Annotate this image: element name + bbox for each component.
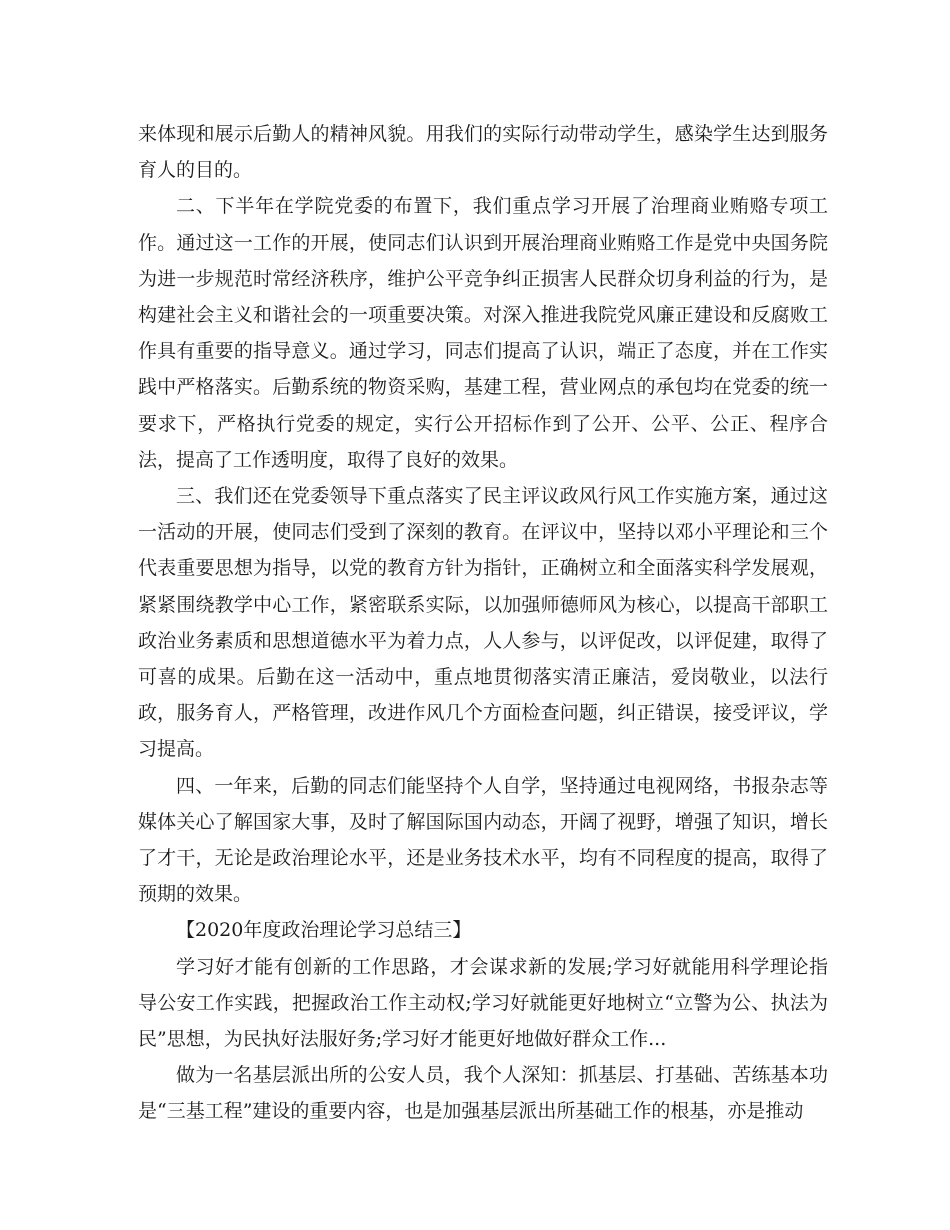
section-heading: 【2020年度政治理论学习总结三】 — [176, 919, 472, 942]
paragraph-study-importance: 学习好才能有创新的工作思路，才会谋求新的发展;学习好就能用科学理论指导公安工作实践，把握政治工作主动权;学习好就能更好地树立“立警为公、执法为民”思想，为民执好法服好务;学习好才能更好地做好群众工作... — [138, 955, 828, 1051]
paragraph-continuation: 来体现和展示后勤人的精神风貌。用我们的实际行动带动学生，感染学生达到服务育人的目的。 — [138, 123, 828, 182]
paragraph-personal-reflection: 做为一名基层派出所的公安人员，我个人深知：抓基层、打基础、苦练基本功是“三基工程”建设的重要内容，也是加强基层派出所基础工作的根基，亦是推动 — [138, 1064, 828, 1123]
paragraph-section-three: 三、我们还在党委领导下重点落实了民主评议政风行风工作实施方案，通过这一活动的开展，使同志们受到了深刻的教育。在评议中，坚持以邓小平理论和三个代表重要思想为指导，以党的教育方针为指针，正确树立和全面落实科学发展观，紧紧围绕教学中心工作，紧密联系实际，以加强师德师风为核心，以提高干部职工政治业务素质和思想道德水平为着力点，人人参与，以评促改，以评促建，取得了可喜的成果。后勤在这一活动中，重点地贯彻落实清正廉洁，爱岗敬业，以法行政，服务育人，严格管理，改进作风几个方面检查问题，纠正错误，接受评议，学习提高。 — [138, 485, 828, 761]
paragraph-section-two: 二、下半年在学院党委的布置下，我们重点学习开展了治理商业贿赂专项工作。通过这一工作的开展，使同志们认识到开展治理商业贿赂工作是党中央国务院为进一步规范时常经济秩序，维护公平竞争纠正损害人民群众切身利益的行为，是构建社会主义和谐社会的一项重要决策。对深入推进我院党风廉正建设和反腐败工作具有重要的指导意义。通过学习，同志们提高了认识，端正了态度，并在工作实践中严格落实。后勤系统的物资采购，基建工程，营业网点的承包均在党委的统一要求下，严格执行党委的规定，实行公开招标作到了公开、公平、公正、程序合法，提高了工作透明度，取得了良好的效果。 — [138, 195, 828, 471]
document-body — [138, 116, 828, 1130]
paragraph-section-four: 四、一年来，后勤的同志们能坚持个人自学，坚持通过电视网络，书报杂志等媒体关心了解国家大事，及时了解国际国内动态，开阔了视野，增强了知识，增长了才干，无论是政治理论水平，还是业务技术水平，均有不同程度的提高，取得了预期的效果。 — [138, 774, 828, 906]
